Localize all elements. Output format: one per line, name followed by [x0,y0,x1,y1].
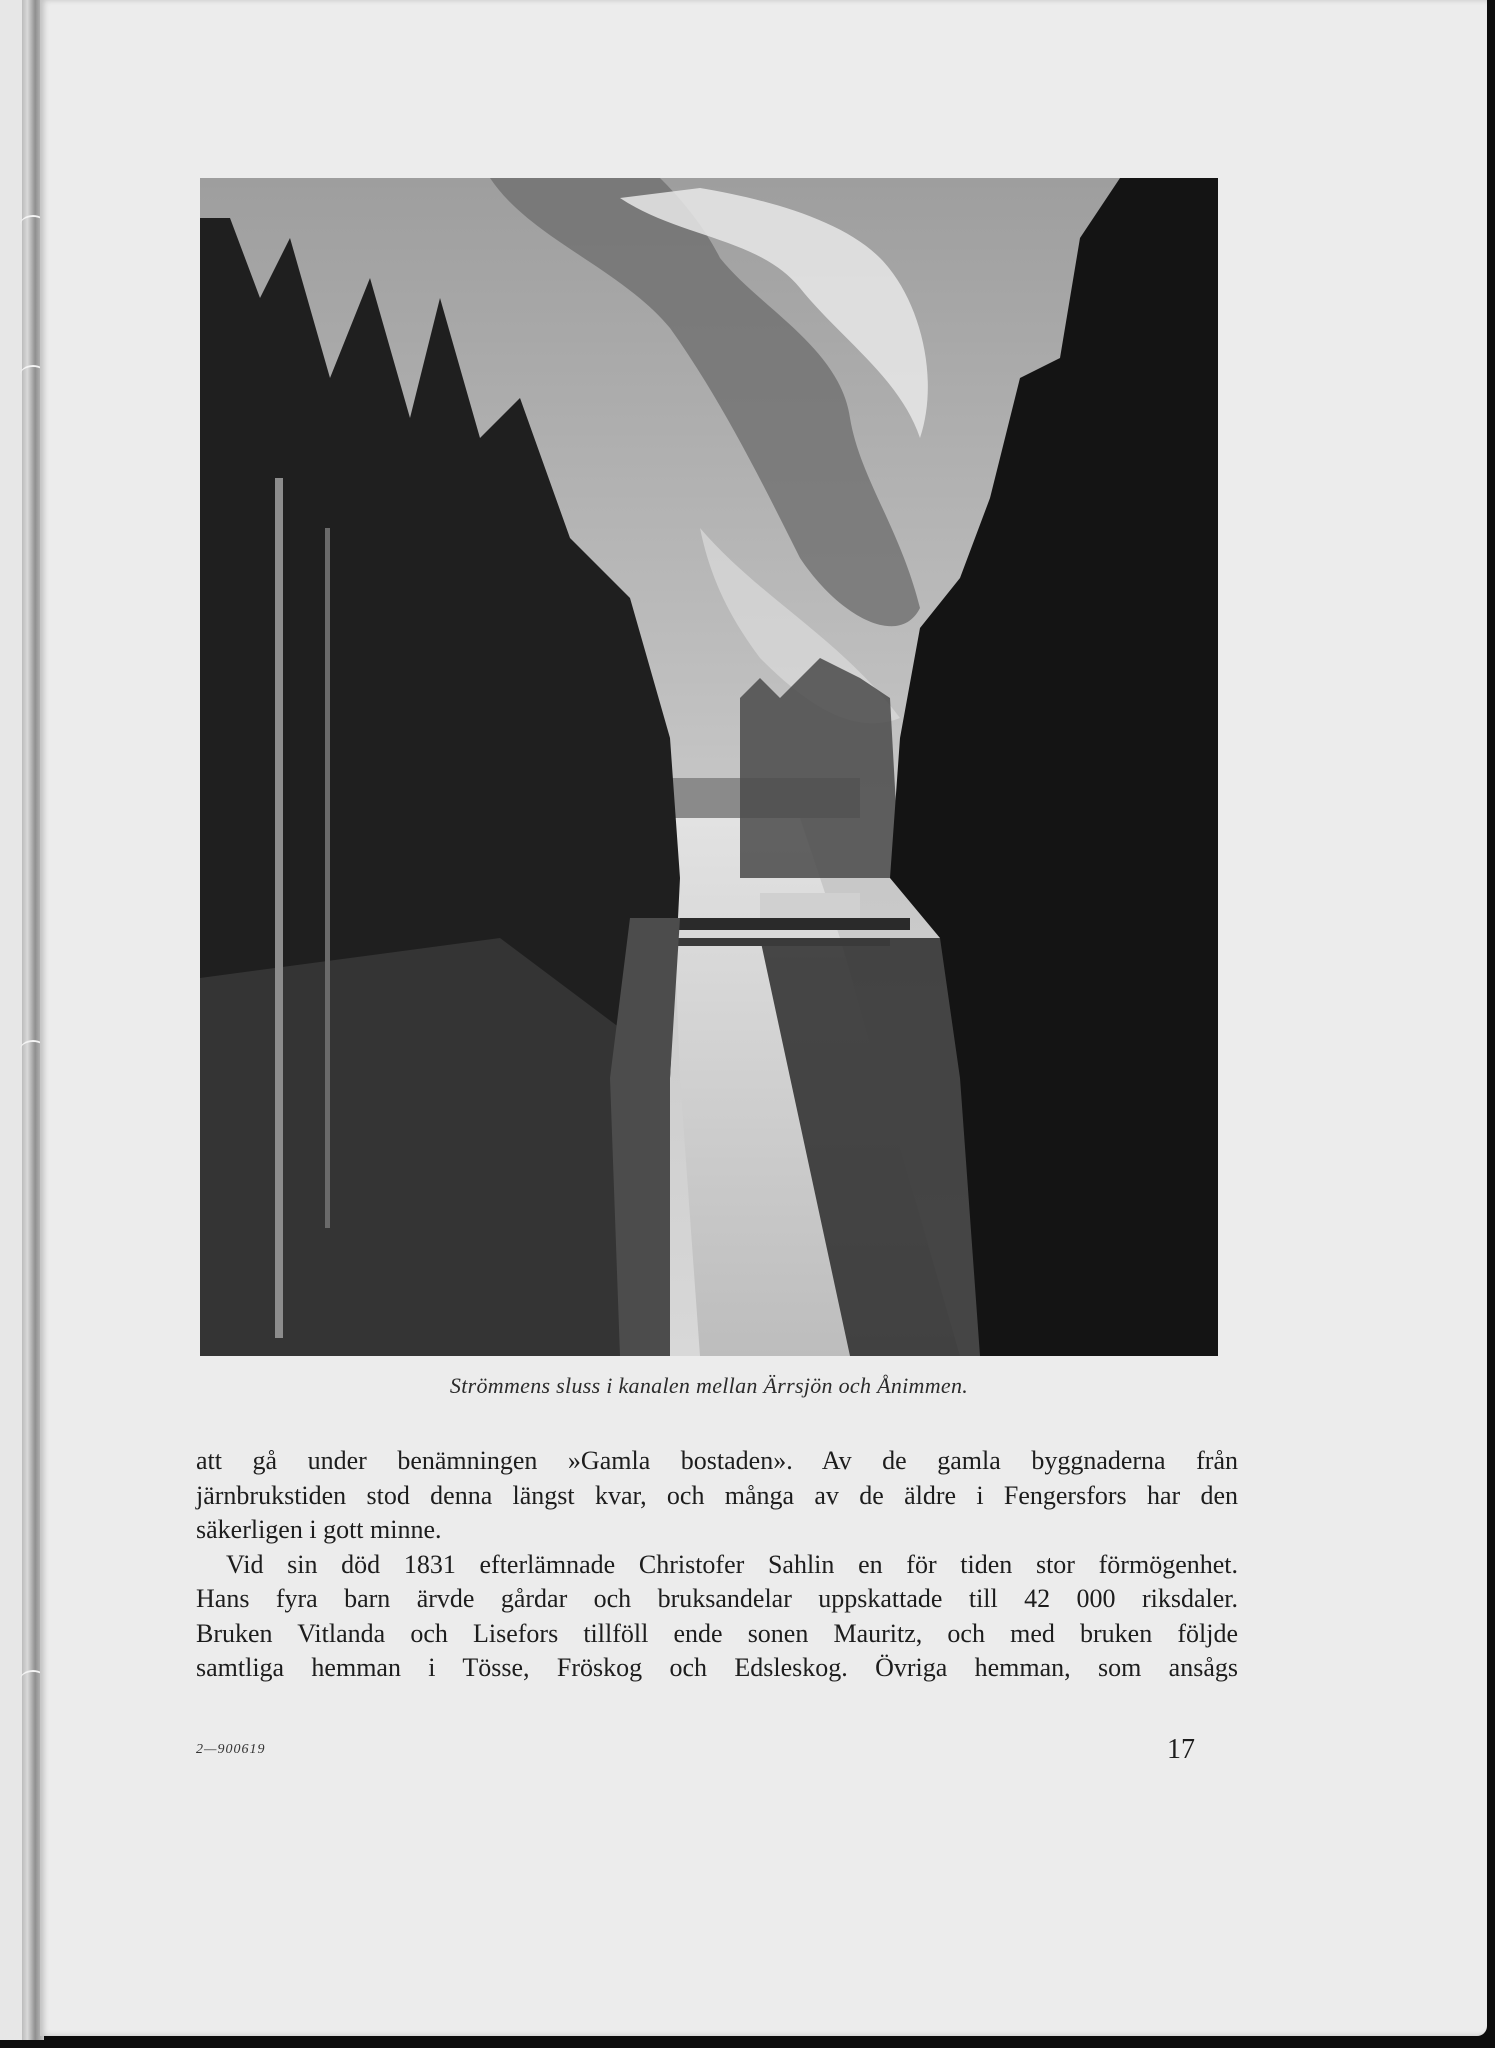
text-line: säkerligen i gott minne. [196,1515,442,1544]
birch-trunk [275,478,283,1338]
tree-trunk [325,528,330,1228]
book-page [40,0,1487,2036]
lock-gate [670,938,890,946]
text-line: Bruken Vitlanda och Lisefors tillföll ende sonen Mauritz, och med bruken följde [196,1618,1238,1648]
photo-illustration [200,178,1218,1356]
text-line: Hans fyra barn ärvde gårdar och bruksandelar uppskattade till 42 000 riksdaler. [196,1584,1238,1613]
text-line: samtliga hemman i Tösse, Fröskog och Edsleskog. Övriga hemman, som ansågs [196,1653,1238,1682]
text-line: att gå under benämningen »Gamla bostaden». Av de gamla byggnaderna från [196,1446,1238,1475]
photo-caption: Strömmens sluss i kanalen mellan Ärrsjön och Ånimmen. [449,1373,969,1398]
canal-lock-photograph [200,178,1218,1356]
lock-gate [670,918,910,930]
page-number: 17 [1167,1734,1195,1765]
text-line: järnbrukstiden stod denna längst kvar, och många av de äldre i Fengersfors har den [196,1480,1238,1510]
text-line: Vid sin död 1831 efterlämnade Christofer Sahlin en för tiden stor förmögenhet. [226,1549,1238,1579]
printer-signature: 2—900619 [196,1742,266,1757]
body-text [196,1444,1238,1686]
lock-walkway [760,893,860,918]
birch-grove [740,658,900,878]
